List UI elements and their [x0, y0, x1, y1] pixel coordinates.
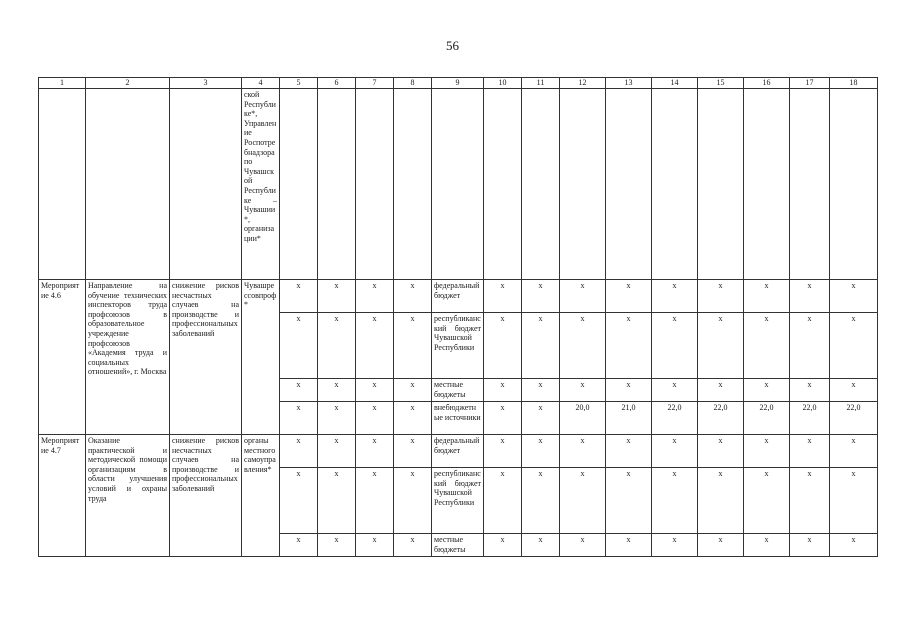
cont-executor-cell: ской Республике*, Управление Роспотребнадзора по Чувашской Республике – Чувашии*, организации* [242, 89, 280, 280]
value-cell: x [698, 280, 744, 313]
value-cell: x [318, 280, 356, 313]
column-number-13: 13 [606, 78, 652, 89]
cont-cell-14 [652, 89, 698, 280]
value-cell: x [560, 534, 606, 557]
value-cell: x [280, 280, 318, 313]
value-cell: x [830, 280, 878, 313]
value-cell: x [790, 468, 830, 534]
value-cell: x [280, 402, 318, 435]
value-cell: x [790, 379, 830, 402]
funding-source-cell: внебюджетные источники [432, 402, 484, 435]
column-number-header-row [39, 78, 878, 89]
value-cell: x [280, 313, 318, 379]
measure-4-6-block [39, 280, 878, 435]
column-number-3: 3 [170, 78, 242, 89]
value-cell: x [484, 435, 522, 468]
value-cell: x [606, 534, 652, 557]
cont-cell-7 [356, 89, 394, 280]
value-cell: x [522, 379, 560, 402]
value-cell: x [830, 468, 878, 534]
value-cell: x [560, 280, 606, 313]
measure-4-7-expected-result-cell: снижение рисков несчастных случаев на производстве и профессиональных заболеваний [170, 435, 242, 557]
funding-source-cell: федеральный бюджет [432, 435, 484, 468]
value-cell: x [356, 280, 394, 313]
value-cell: x [318, 379, 356, 402]
funding-source-cell: республиканский бюджет Чувашской Республики [432, 313, 484, 379]
value-cell: x [356, 379, 394, 402]
value-cell: x [744, 280, 790, 313]
value-cell: x [484, 313, 522, 379]
column-number-16: 16 [744, 78, 790, 89]
cont-cell-16 [744, 89, 790, 280]
value-cell: x [560, 435, 606, 468]
measure-4-6-funding-row [39, 280, 878, 313]
column-number-2: 2 [86, 78, 170, 89]
value-cell: x [652, 280, 698, 313]
funding-source-cell: местные бюджеты [432, 379, 484, 402]
cont-cell-5 [280, 89, 318, 280]
column-number-15: 15 [698, 78, 744, 89]
cont-cell-17 [790, 89, 830, 280]
measure-4-7-executor-cell: органы местного самоуправления* [242, 435, 280, 557]
value-cell: x [522, 280, 560, 313]
cont-cell-18 [830, 89, 878, 280]
measure-4-7-funding-row [39, 435, 878, 468]
measure-4-6-executor-cell: Чувашрессовпроф* [242, 280, 280, 435]
value-cell: x [484, 534, 522, 557]
value-cell: 22,0 [652, 402, 698, 435]
value-cell: x [830, 534, 878, 557]
program-table [38, 77, 878, 557]
value-cell: x [830, 313, 878, 379]
value-cell: x [606, 280, 652, 313]
value-cell: 21,0 [606, 402, 652, 435]
value-cell: x [744, 468, 790, 534]
column-number-9: 9 [432, 78, 484, 89]
cont-cell-13 [606, 89, 652, 280]
column-number-18: 18 [830, 78, 878, 89]
funding-source-cell: федеральный бюджет [432, 280, 484, 313]
value-cell: x [698, 534, 744, 557]
value-cell: 22,0 [744, 402, 790, 435]
value-cell: x [790, 435, 830, 468]
value-cell: x [356, 435, 394, 468]
value-cell: x [698, 379, 744, 402]
funding-source-cell: республиканский бюджет Чувашской Республики [432, 468, 484, 534]
measure-4-6-measure-name-cell: Направление на обучение технических инспекторов труда профсоюзов в образовательное учреждение профсоюзов «Академия труда и социальных отношений», г. Москва [86, 280, 170, 435]
cont-cell-8 [394, 89, 432, 280]
value-cell: x [484, 280, 522, 313]
value-cell: x [830, 435, 878, 468]
measure-4-7-block [39, 435, 878, 557]
column-number-8: 8 [394, 78, 432, 89]
value-cell: x [280, 468, 318, 534]
cont-cell-6 [318, 89, 356, 280]
value-cell: x [606, 379, 652, 402]
value-cell: x [484, 468, 522, 534]
value-cell: x [522, 402, 560, 435]
measure-4-6-expected-result-cell: снижение рисков несчастных случаев на производстве и профессиональных заболеваний [170, 280, 242, 435]
value-cell: x [790, 534, 830, 557]
cont-cell-12 [560, 89, 606, 280]
value-cell: x [560, 313, 606, 379]
column-number-10: 10 [484, 78, 522, 89]
value-cell: x [652, 435, 698, 468]
value-cell: x [394, 435, 432, 468]
value-cell: x [560, 468, 606, 534]
value-cell: x [744, 313, 790, 379]
value-cell: x [356, 313, 394, 379]
cont-cell-3 [170, 89, 242, 280]
page-number: 56 [446, 38, 459, 53]
value-cell: 22,0 [790, 402, 830, 435]
value-cell: x [522, 534, 560, 557]
value-cell: x [280, 534, 318, 557]
value-cell: x [652, 313, 698, 379]
value-cell: x [606, 313, 652, 379]
measure-4-7-measure-name-cell: Оказание практической и методической помощи организациям в области улучшения условий и охраны труда [86, 435, 170, 557]
value-cell: x [356, 468, 394, 534]
column-number-6: 6 [318, 78, 356, 89]
value-cell: x [356, 402, 394, 435]
value-cell: 22,0 [830, 402, 878, 435]
value-cell: x [652, 534, 698, 557]
cont-cell-2 [86, 89, 170, 280]
value-cell: x [744, 534, 790, 557]
value-cell: x [484, 379, 522, 402]
cont-cell-1 [39, 89, 86, 280]
value-cell: x [280, 379, 318, 402]
value-cell: x [522, 468, 560, 534]
column-number-4: 4 [242, 78, 280, 89]
value-cell: x [698, 468, 744, 534]
funding-source-cell: местные бюджеты [432, 534, 484, 557]
value-cell: x [790, 280, 830, 313]
cont-cell-15 [698, 89, 744, 280]
value-cell: x [318, 468, 356, 534]
value-cell: x [830, 379, 878, 402]
value-cell: x [356, 534, 394, 557]
value-cell: x [698, 435, 744, 468]
measure-4-7-measure-number-cell: Мероприятие 4.7 [39, 435, 86, 557]
value-cell: x [318, 435, 356, 468]
cont-cell-9 [432, 89, 484, 280]
value-cell: x [698, 313, 744, 379]
value-cell: x [318, 534, 356, 557]
value-cell: x [394, 280, 432, 313]
cont-cell-11 [522, 89, 560, 280]
column-number-11: 11 [522, 78, 560, 89]
measure-4-6-measure-number-cell: Мероприятие 4.6 [39, 280, 86, 435]
value-cell: 20,0 [560, 402, 606, 435]
value-cell: x [394, 402, 432, 435]
value-cell: 22,0 [698, 402, 744, 435]
value-cell: x [522, 313, 560, 379]
column-number-17: 17 [790, 78, 830, 89]
value-cell: x [394, 468, 432, 534]
value-cell: x [652, 468, 698, 534]
column-number-1: 1 [39, 78, 86, 89]
value-cell: x [394, 313, 432, 379]
value-cell: x [560, 379, 606, 402]
continuation-row [39, 89, 878, 280]
value-cell: x [744, 435, 790, 468]
column-number-14: 14 [652, 78, 698, 89]
cont-cell-10 [484, 89, 522, 280]
value-cell: x [318, 313, 356, 379]
value-cell: x [394, 534, 432, 557]
value-cell: x [280, 435, 318, 468]
value-cell: x [606, 435, 652, 468]
value-cell: x [790, 313, 830, 379]
column-number-7: 7 [356, 78, 394, 89]
value-cell: x [744, 379, 790, 402]
value-cell: x [394, 379, 432, 402]
value-cell: x [606, 468, 652, 534]
value-cell: x [484, 402, 522, 435]
column-number-5: 5 [280, 78, 318, 89]
value-cell: x [522, 435, 560, 468]
value-cell: x [652, 379, 698, 402]
value-cell: x [318, 402, 356, 435]
column-number-12: 12 [560, 78, 606, 89]
